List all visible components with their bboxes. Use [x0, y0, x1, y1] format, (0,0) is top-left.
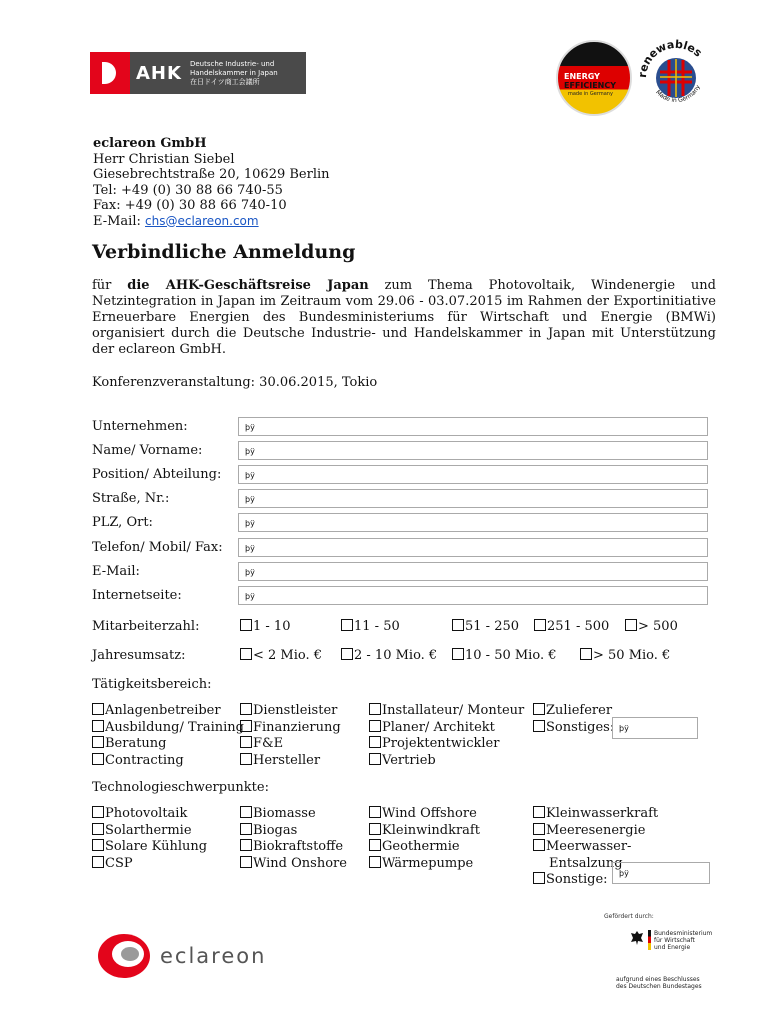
technology-option[interactable]: Biokraftstoffe — [240, 839, 343, 854]
ahk-logo-line2: Handelskammer in Japan — [189, 68, 278, 77]
ee-line2: EFFICIENCY — [564, 81, 617, 90]
field-row — [92, 441, 712, 461]
checkbox-icon[interactable] — [533, 806, 545, 818]
checkbox-icon[interactable] — [369, 703, 381, 715]
eagle-icon — [630, 930, 644, 946]
checkbox-icon[interactable] — [580, 648, 592, 660]
field-row — [92, 465, 712, 485]
intro-paragraph: für die AHK-Geschäftsreise Japan zum Thema Photovoltaik, Windenergie und Netzintegration in Japan im Zeitraum vom 29.06 - 03.07.2015 im Rahmen der Exportinitiative Erneuerbare Energien des Bundesministeriums für Wirtschaft und Energie (BMWi) organisiert durch die Deutsche Industrie- und Handelskammer in Japan mit Unterstützung der eclareon GmbH. — [92, 278, 716, 357]
address-block — [93, 136, 330, 229]
technology-option[interactable]: Wind Offshore — [369, 806, 477, 821]
activity-label: Tätigkeitsbereich: — [92, 677, 212, 692]
checkbox-icon[interactable] — [240, 823, 252, 835]
technology-option[interactable]: Biomasse — [240, 806, 316, 821]
checkbox-icon[interactable] — [533, 839, 545, 851]
checkbox-icon[interactable] — [92, 839, 104, 851]
technology-option[interactable]: Photovoltaik — [92, 806, 187, 821]
checkbox-icon[interactable] — [625, 619, 637, 631]
technology-option[interactable]: Wärmepumpe — [369, 856, 473, 871]
field-label: Unternehmen: — [92, 419, 188, 434]
checkbox-icon[interactable] — [240, 753, 252, 765]
activity-option[interactable]: Planer/ Architekt — [369, 720, 495, 735]
activity-option[interactable]: Sonstiges: — [533, 720, 614, 735]
revenue-option[interactable]: 10 - 50 Mio. € — [452, 648, 556, 663]
technology-option[interactable]: Kleinwindkraft — [369, 823, 480, 838]
email-label: E-Mail: — [93, 213, 146, 229]
text-field[interactable]: þÿ — [238, 538, 708, 557]
employees-option[interactable]: 251 - 500 — [534, 619, 609, 634]
activity-option[interactable]: Projektentwickler — [369, 736, 499, 751]
technology-option[interactable]: Solare Kühlung — [92, 839, 207, 854]
ahk-logo-mark — [90, 52, 130, 94]
eclareon-wordmark: eclareon — [160, 944, 267, 968]
activity-option[interactable]: F&E — [240, 736, 283, 751]
technology-option[interactable]: CSP — [92, 856, 133, 871]
checkbox-icon[interactable] — [240, 856, 252, 868]
activity-option[interactable]: Beratung — [92, 736, 167, 751]
checkbox-icon[interactable] — [92, 806, 104, 818]
checkbox-icon[interactable] — [240, 703, 252, 715]
tech-other-option[interactable]: Sonstige: — [533, 872, 608, 887]
checkbox-icon[interactable] — [452, 648, 464, 660]
field-row — [92, 513, 712, 533]
technology-label: Technologieschwerpunkte: — [92, 780, 269, 795]
checkbox-icon[interactable] — [240, 648, 252, 660]
field-label: Position/ Abteilung: — [92, 467, 222, 482]
checkbox-icon[interactable] — [240, 619, 252, 631]
bundestag-note: aufgrund eines Beschlusses des Deutschen Bundestages — [616, 976, 702, 990]
checkbox-icon[interactable] — [240, 806, 252, 818]
text-field[interactable]: þÿ — [238, 489, 708, 508]
text-field[interactable]: þÿ — [238, 562, 708, 581]
field-row — [92, 586, 712, 606]
employees-label: Mitarbeiterzahl: — [92, 619, 200, 634]
checkbox-icon[interactable] — [240, 720, 252, 732]
bmwi-logo-text: Bundesministerium für Wirtschaft und Energie — [654, 930, 713, 951]
gefoerdert-label: Gefördert durch: — [604, 913, 654, 920]
activity-option[interactable]: Anlagenbetreiber — [92, 703, 221, 718]
checkbox-icon[interactable] — [369, 720, 381, 732]
made-in-germany-text: Made in Germany — [654, 83, 702, 105]
ahk-logo — [90, 52, 306, 94]
activity-option[interactable]: Installateur/ Monteur — [369, 703, 524, 718]
revenue-option[interactable]: > 50 Mio. € — [580, 648, 670, 663]
ahk-logo-line3: 在日ドイツ商工会議所 — [189, 77, 260, 86]
checkbox-icon[interactable] — [369, 753, 381, 765]
checkbox-icon[interactable] — [533, 720, 545, 732]
intro-bold: die AHK-Geschäftsreise Japan — [127, 278, 369, 293]
checkbox-icon[interactable] — [369, 839, 381, 851]
field-row — [92, 538, 712, 558]
technology-option[interactable]: Wind Onshore — [240, 856, 347, 871]
employees-option[interactable]: 51 - 250 — [452, 619, 519, 634]
technology-option[interactable]: Meeresenergie — [533, 823, 645, 838]
technology-other-field[interactable]: þÿ — [612, 862, 710, 884]
renewables-text: renewables — [636, 38, 705, 79]
contact-person: Herr Christian Siebel — [93, 151, 235, 167]
checkbox-icon[interactable] — [341, 648, 353, 660]
employees-option[interactable]: 11 - 50 — [341, 619, 400, 634]
energy-efficiency-badge — [556, 40, 632, 116]
email-link[interactable]: chs@eclareon.com — [145, 213, 259, 228]
activity-option[interactable]: Ausbildung/ Training — [92, 720, 244, 735]
checkbox-icon[interactable] — [240, 839, 252, 851]
technology-option[interactable]: Geothermie — [369, 839, 460, 854]
checkbox-icon[interactable] — [92, 856, 104, 868]
tel: Tel: +49 (0) 30 88 66 740-55 — [93, 182, 283, 198]
activity-other-field[interactable]: þÿ — [612, 717, 698, 739]
flag-stripe — [648, 930, 651, 950]
checkbox-icon[interactable] — [92, 720, 104, 732]
field-label: Telefon/ Mobil/ Fax: — [92, 540, 223, 555]
field-label: Name/ Vorname: — [92, 443, 203, 458]
eclareon-swirl-icon — [96, 930, 156, 982]
field-row — [92, 417, 712, 437]
checkbox-icon[interactable] — [369, 823, 381, 835]
eclareon-logo — [96, 930, 267, 982]
checkbox-icon[interactable] — [369, 856, 381, 868]
ahk-logo-line1: Deutsche Industrie- und — [189, 59, 275, 68]
activity-option[interactable]: Contracting — [92, 753, 184, 768]
street: Giesebrechtstraße 20, 10629 Berlin — [93, 167, 330, 182]
renewables-badge — [636, 38, 716, 114]
technology-option[interactable]: Solarthermie — [92, 823, 192, 838]
employees-option[interactable]: > 500 — [625, 619, 678, 634]
checkbox-icon[interactable] — [369, 806, 381, 818]
ahk-logo-name: AHK — [136, 62, 182, 84]
text-field[interactable]: þÿ — [238, 441, 708, 460]
technology-option[interactable]: Meerwasser- — [533, 839, 631, 854]
conference-line: Konferenzveranstaltung: 30.06.2015, Tokio — [92, 375, 378, 390]
checkbox-icon[interactable] — [369, 736, 381, 748]
technology-option[interactable]: Biogas — [240, 823, 297, 838]
checkbox-icon[interactable] — [452, 619, 464, 631]
activity-option[interactable]: Finanzierung — [240, 720, 341, 735]
employees-option[interactable]: 1 - 10 — [240, 619, 290, 634]
checkbox-icon[interactable] — [534, 619, 546, 631]
field-row — [92, 562, 712, 582]
page-title: Verbindliche Anmeldung — [92, 241, 356, 263]
text-field[interactable]: þÿ — [238, 465, 708, 484]
checkbox-icon[interactable] — [92, 753, 104, 765]
checkbox-icon[interactable] — [533, 703, 545, 715]
field-label: Straße, Nr.: — [92, 491, 170, 506]
checkbox-icon[interactable] — [533, 872, 545, 884]
activity-option[interactable]: Vertrieb — [369, 753, 436, 768]
field-label: E-Mail: — [92, 564, 140, 579]
checkbox-icon[interactable] — [240, 736, 252, 748]
field-row — [92, 489, 712, 509]
text-field[interactable]: þÿ — [238, 513, 708, 532]
revenue-option[interactable]: < 2 Mio. € — [240, 648, 322, 663]
company-name: eclareon GmbH — [93, 136, 207, 151]
checkbox-icon[interactable] — [341, 619, 353, 631]
tech-col4-continuation: Entsalzung — [549, 856, 623, 871]
checkbox-icon[interactable] — [92, 736, 104, 748]
activity-option[interactable]: Hersteller — [240, 753, 320, 768]
ee-line1: ENERGY — [564, 72, 600, 81]
field-label: Internetseite: — [92, 588, 182, 603]
field-label: PLZ, Ort: — [92, 515, 153, 530]
activity-option[interactable]: Dienstleister — [240, 703, 337, 718]
revenue-label: Jahresumsatz: — [92, 648, 186, 663]
checkbox-icon[interactable] — [533, 823, 545, 835]
text-field[interactable]: þÿ — [238, 586, 708, 605]
fax: Fax: +49 (0) 30 88 66 740-10 — [93, 198, 287, 213]
checkbox-icon[interactable] — [92, 823, 104, 835]
revenue-option[interactable]: 2 - 10 Mio. € — [341, 648, 437, 663]
technology-option[interactable]: Kleinwasserkraft — [533, 806, 658, 821]
ee-line3: made in Germany — [568, 91, 613, 97]
checkbox-icon[interactable] — [92, 703, 104, 715]
activity-option[interactable]: Zulieferer — [533, 703, 612, 718]
text-field[interactable]: þÿ — [238, 417, 708, 436]
